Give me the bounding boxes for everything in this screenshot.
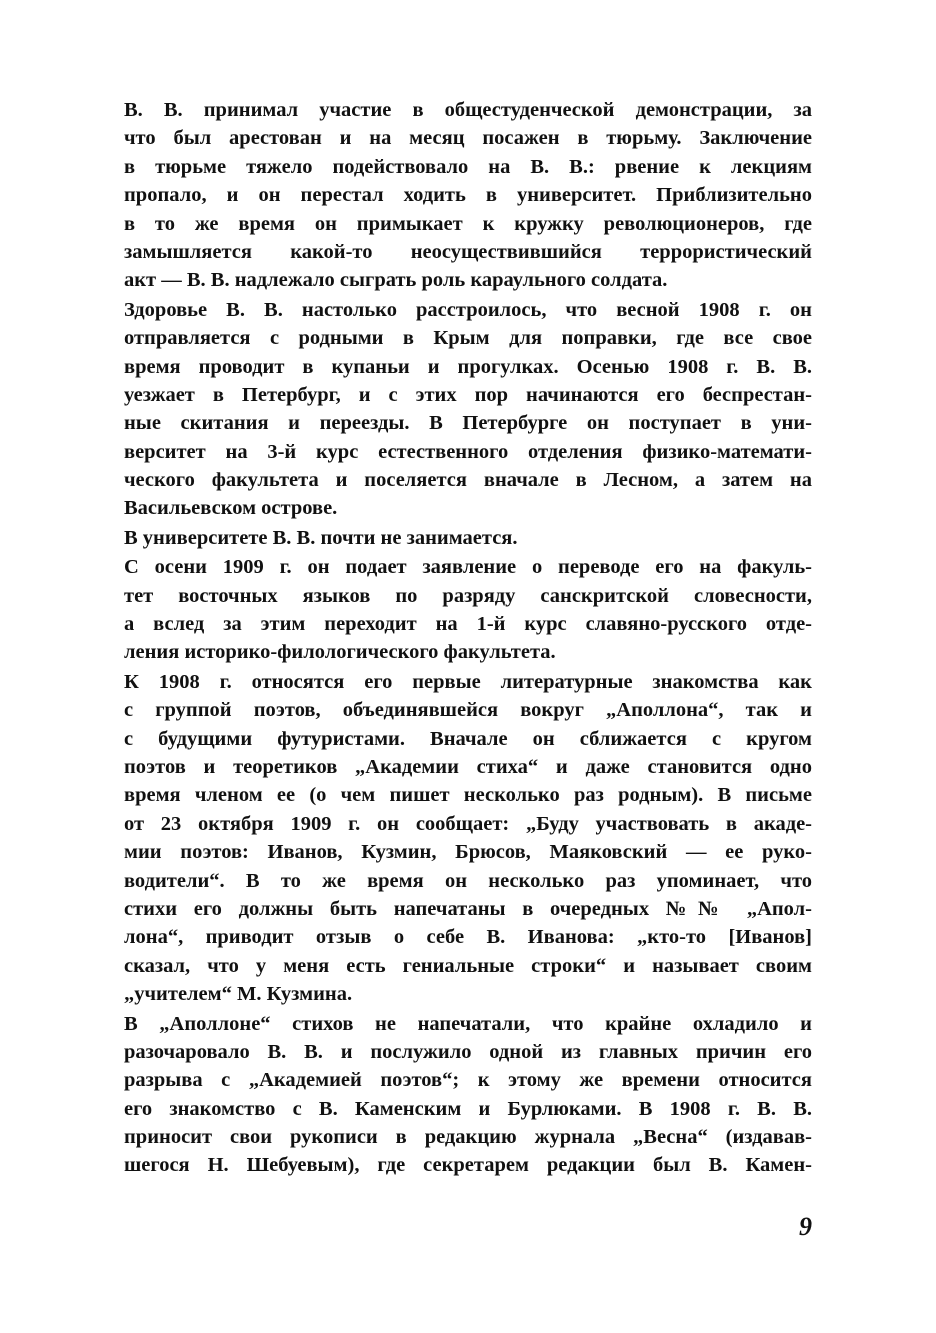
text-line: „учителем“ М. Кузмина. [124, 983, 353, 1006]
text-line: шегося Н. Шебуевым), где секретарем редакции был В. Камен- [124, 1154, 812, 1177]
paragraph [124, 668, 812, 1009]
text-line: Васильевском острове. [124, 497, 338, 520]
text-line: С осени 1909 г. он подает заявление о переводе его на факуль- [124, 556, 812, 579]
text-line: от 23 октября 1909 г. он сообщает: „Буду участвовать в акаде- [124, 812, 812, 835]
text-line: с будущими футуристами. Вначале он сближается с кругом [124, 727, 812, 750]
text-line: В. В. принимал участие в общестуденческой демонстрации, за [124, 99, 812, 121]
text-line: разочаровало В. В. и послужило одной из главных причин его [124, 1040, 812, 1063]
page-number: 9 [799, 1212, 812, 1241]
text-line: ные скитания и переезды. В Петербурге он поступает в уни- [124, 412, 812, 435]
text-line: стихи его должны быть напечатаны в очередных №№ „Апол- [124, 897, 812, 920]
text-line: отправляется с родными в Крым для поправки, где все свое [124, 327, 812, 350]
text-line: что был арестован и на месяц посажен в тюрьму. Заключение [124, 127, 812, 150]
text-line: поэтов и теоретиков „Академии стиха“ и даже становится одно [124, 755, 812, 778]
text-line: тет восточных языков по разряду санскритской словесности, [124, 584, 812, 607]
text-line: К 1908 г. относятся его первые литературные знакомства как [124, 670, 812, 693]
text-line: ческого факультета и поселяется вначале в Лесном, а затем на [124, 469, 812, 492]
text-line: с группой поэтов, объединявшейся вокруг „Аполлона“, так и [124, 699, 812, 722]
text-line: лона“, приводит отзыв о себе В. Иванова: „кто-то [Иванов] [124, 926, 812, 949]
text-line: в то же время он примыкает к кружку революционеров, где [124, 212, 812, 235]
paragraph [124, 96, 812, 295]
paragraph [124, 296, 812, 523]
text-line: мии поэтов: Иванов, Кузмин, Брюсов, Маяковский — ее руко- [124, 841, 812, 864]
text-line: акт — В. В. надлежало сыграть роль караульного солдата. [124, 269, 668, 292]
text-line: верситет на 3-й курс естественного отделения физико-математи- [124, 440, 812, 463]
text-line: Здоровье В. В. настолько расстроилось, что весной 1908 г. он [124, 298, 812, 321]
paragraph [124, 524, 812, 552]
text-line: пропало, и он перестал ходить в университет. Приблизительно [124, 184, 812, 207]
text-line: водители“. В то же время он несколько раз упоминает, что [124, 869, 812, 892]
text-line: его знакомство с В. Каменским и Бурлюками. В 1908 г. В. В. [124, 1097, 812, 1120]
text-line: уезжает в Петербург, и с этих пор начинаются его беспрестан- [124, 383, 812, 406]
body-text [124, 96, 812, 1181]
text-line: ления историко-филологического факультета. [124, 641, 556, 664]
text-line: разрыва с „Академией поэтов“; к этому же времени относится [124, 1069, 812, 1092]
text-line: в тюрьме тяжело подействовало на В. В.: рвение к лекциям [124, 155, 812, 178]
text-line: время членом ее (о чем пишет несколько раз родным). В письме [124, 784, 812, 807]
text-line: сказал, что у меня есть гениальные строки“ и называет своим [124, 954, 812, 977]
text-line: время проводит в купаньи и прогулках. Осенью 1908 г. В. В. [124, 355, 812, 378]
text-line: приносит свои рукописи в редакцию журнала „Весна“ (издавав- [124, 1126, 812, 1149]
text-line: В „Аполлоне“ стихов не напечатали, что крайне охладило и [124, 1012, 812, 1035]
text-line: а вслед за этим переходит на 1-й курс славяно-русского отде- [124, 613, 812, 636]
text-line: замышляется какой-то неосуществившийся террористический [124, 240, 812, 263]
paragraph [124, 553, 812, 667]
paragraph [124, 1010, 812, 1180]
text-line: В университете В. В. почти не занимается. [124, 526, 518, 549]
